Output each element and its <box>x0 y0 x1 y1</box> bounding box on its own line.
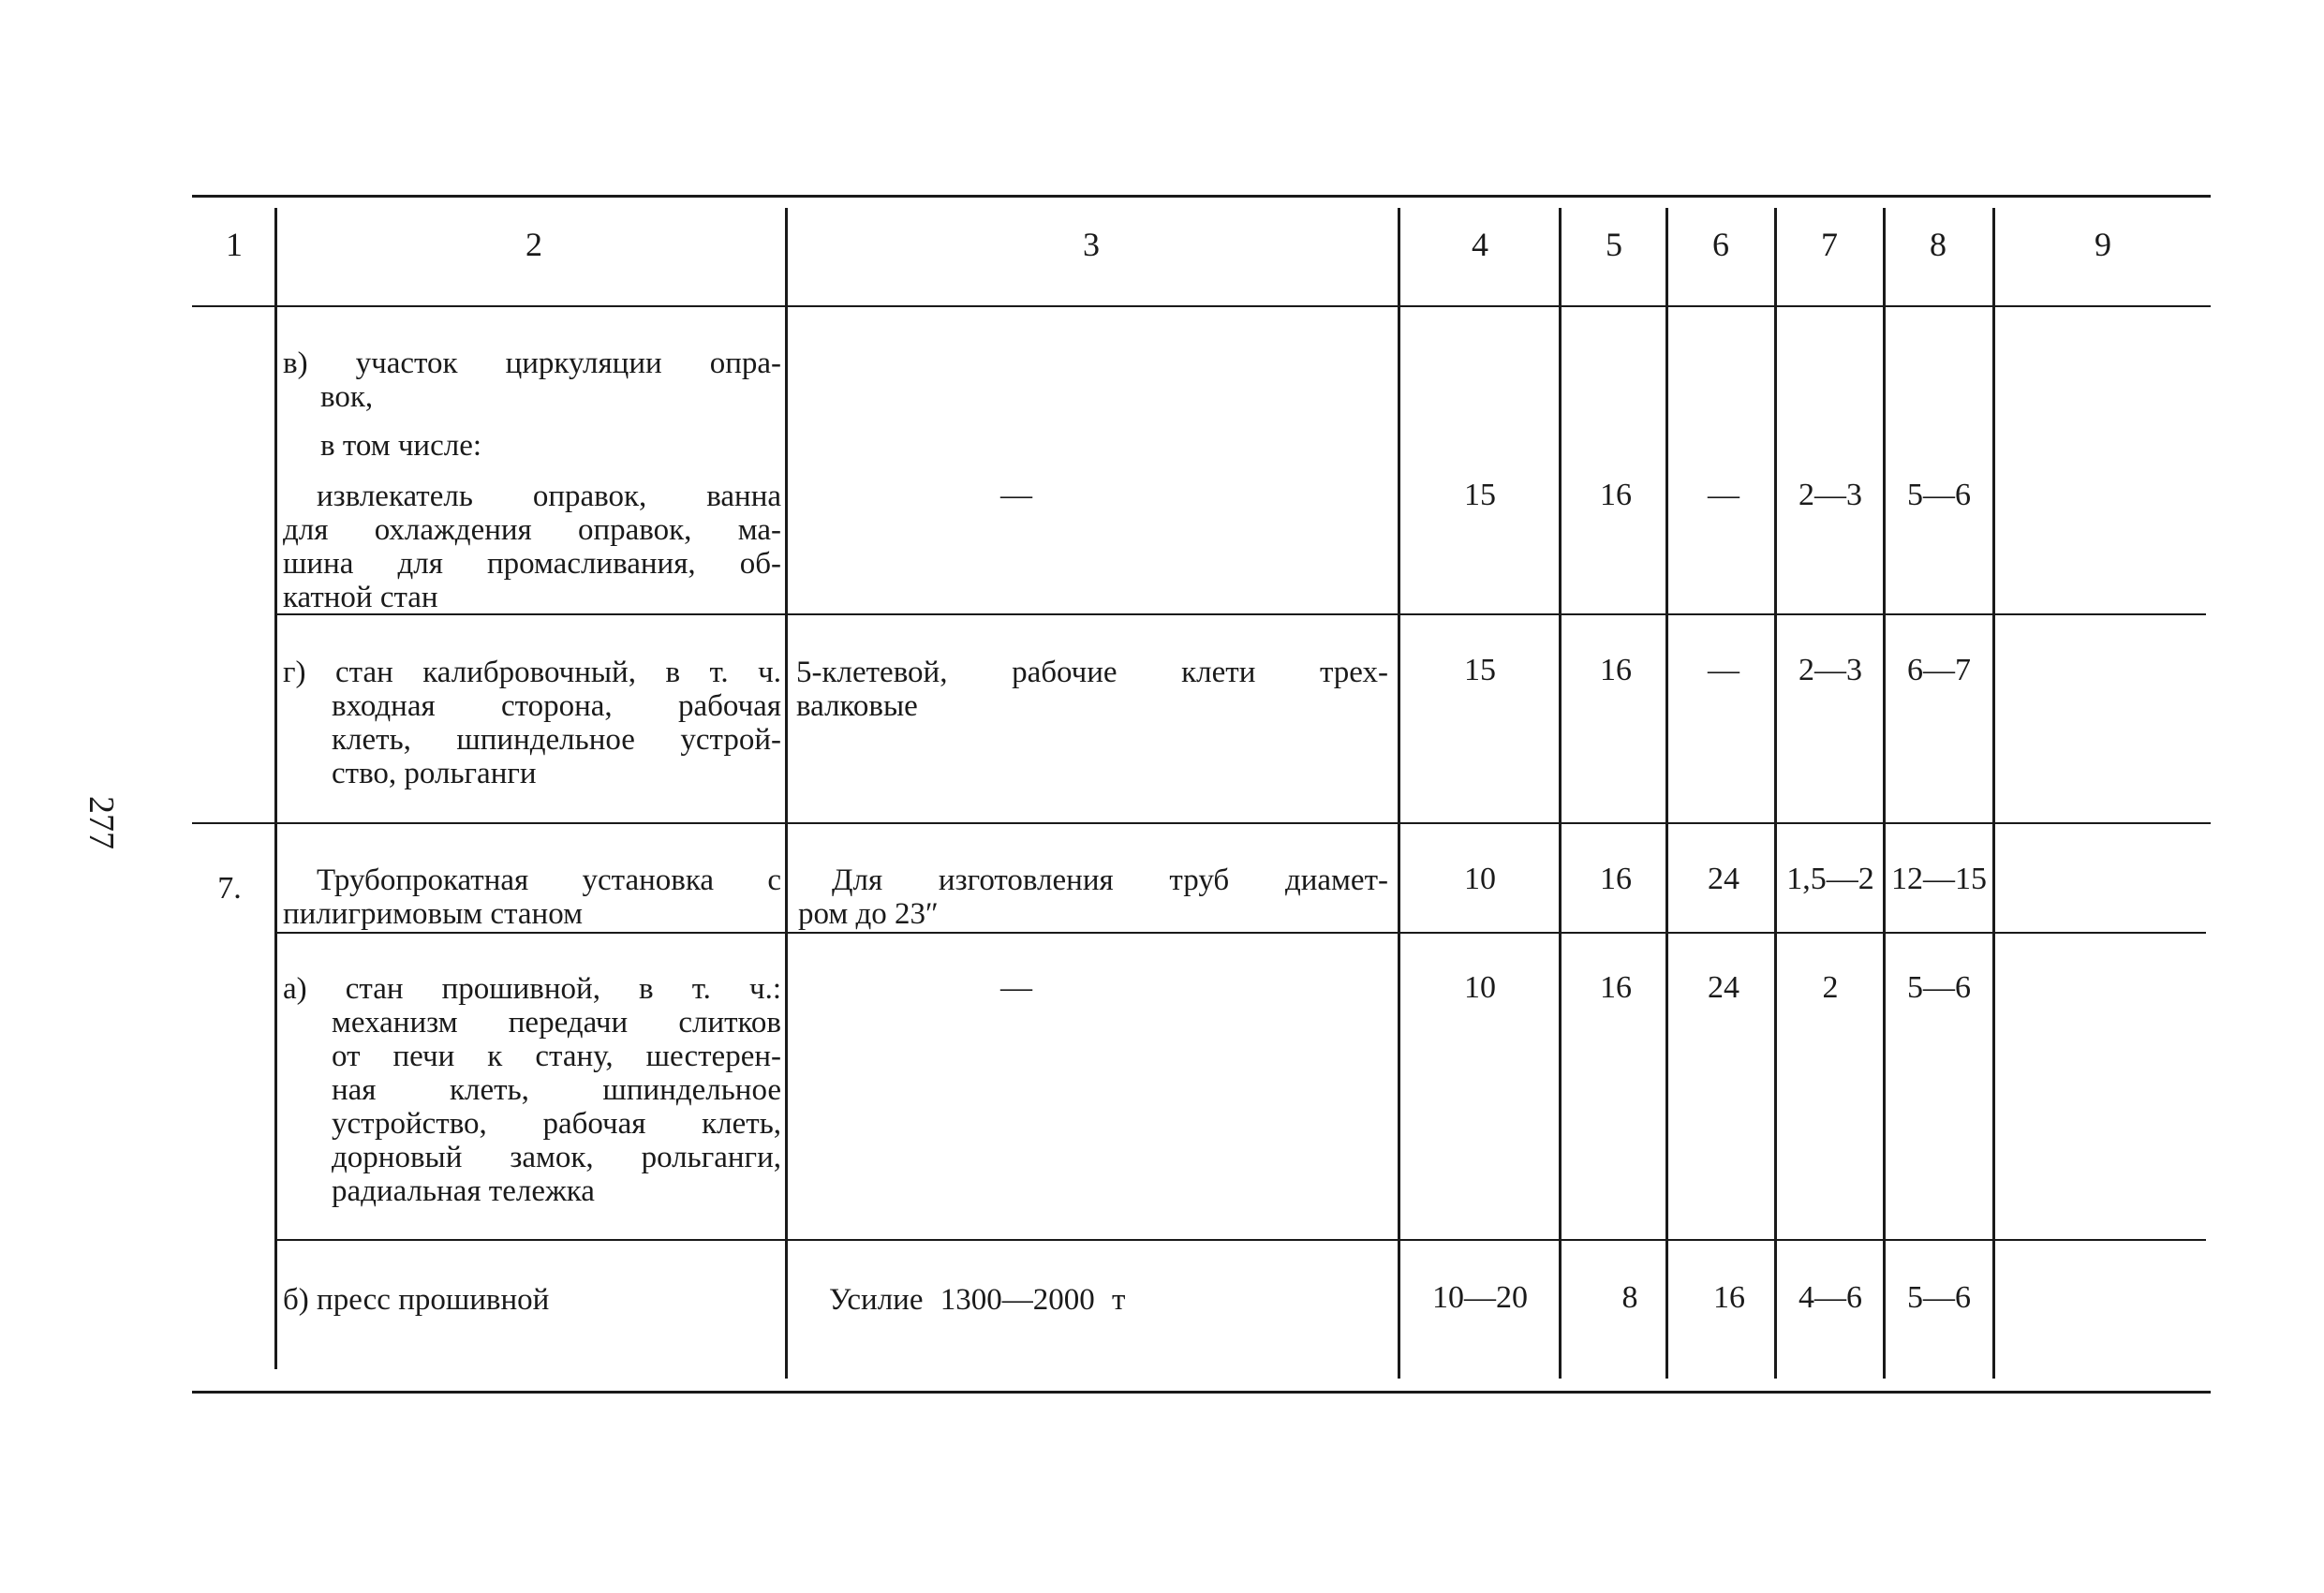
table-bottom-rule <box>192 1391 2211 1394</box>
column-rule <box>1398 208 1400 1379</box>
item-description: Трубопрокатная установка с пилигримовым станом <box>283 863 781 931</box>
cell-col-4: 15 <box>1464 653 1496 687</box>
cell-col-5: 16 <box>1600 862 1632 896</box>
cell-col-4: 10 <box>1464 970 1496 1005</box>
description-value: — <box>1000 478 1032 512</box>
column-rule <box>1665 208 1668 1379</box>
column-rule <box>1559 208 1562 1379</box>
cell-col-8: 12—15 <box>1891 862 1987 896</box>
item-description: г) стан калибровочный, в т. ч. входная сторона, рабочая клеть, шпиндельное устрой- ство, рольганги <box>283 656 781 790</box>
column-rule <box>274 208 277 1369</box>
header-col-5: 5 <box>1606 226 1622 263</box>
header-col-6: 6 <box>1712 226 1729 263</box>
header-col-2: 2 <box>525 226 542 263</box>
cell-col-6: — <box>1708 653 1739 687</box>
row-divider <box>276 932 2206 934</box>
cell-col-5: 8 <box>1621 1280 1638 1315</box>
description-value: — <box>1000 970 1032 1005</box>
column-rule <box>1883 208 1886 1379</box>
header-col-3: 3 <box>1083 226 1100 263</box>
item-description: в) участок циркуляции опра- вок, в том числе: извлекатель оправок, ванна для охлаждения оправок, ма- шина для промасливания, об- катной стан <box>283 347 781 614</box>
column-rule <box>1992 208 1995 1379</box>
column-rule <box>785 208 788 1379</box>
item-description: б) пресс прошивной <box>283 1283 550 1317</box>
column-rule <box>1774 208 1777 1379</box>
cell-col-6: — <box>1708 478 1739 512</box>
cell-col-6: 24 <box>1708 862 1739 896</box>
cell-col-7: 4—6 <box>1799 1280 1862 1315</box>
page-number: 277 <box>81 796 121 849</box>
cell-col-8: 5—6 <box>1907 1280 1971 1315</box>
characteristics: Усилие 1300—2000 т <box>829 1283 1126 1317</box>
cell-col-7: 2—3 <box>1799 653 1862 687</box>
cell-col-7: 2—3 <box>1799 478 1862 512</box>
cell-col-4: 10—20 <box>1432 1280 1528 1315</box>
cell-col-7: 1,5—2 <box>1786 862 1874 896</box>
cell-col-7: 2 <box>1822 970 1839 1005</box>
header-col-9: 9 <box>2095 226 2111 263</box>
header-col-8: 8 <box>1930 226 1947 263</box>
cell-col-8: 6—7 <box>1907 653 1971 687</box>
group-divider <box>192 822 2211 824</box>
table-top-rule <box>192 195 2211 198</box>
cell-col-8: 5—6 <box>1907 478 1971 512</box>
item-description: а) стан прошивной, в т. ч.: механизм передачи слитков от печи к стану, шестерен- ная клеть, шпиндельное устройство, рабочая клеть, дорновый замок, рольганги, радиальная тележка <box>283 972 781 1208</box>
cell-col-5: 16 <box>1600 478 1632 512</box>
characteristics: Для изготовления труб диамет- ром до 23″ <box>798 863 1388 931</box>
cell-col-4: 10 <box>1464 862 1496 896</box>
header-col-4: 4 <box>1472 226 1488 263</box>
cell-col-6: 24 <box>1708 970 1739 1005</box>
header-col-1: 1 <box>226 226 243 263</box>
cell-col-8: 5—6 <box>1907 970 1971 1005</box>
item-number: 7. <box>217 871 242 906</box>
row-divider <box>276 1239 2206 1241</box>
cell-col-6: 16 <box>1713 1280 1745 1315</box>
cell-col-4: 15 <box>1464 478 1496 512</box>
characteristics: 5-клетевой, рабочие клети трех- валковые <box>796 656 1388 723</box>
cell-col-5: 16 <box>1600 653 1632 687</box>
header-bottom-rule <box>192 305 2211 307</box>
header-col-7: 7 <box>1821 226 1838 263</box>
cell-col-5: 16 <box>1600 970 1632 1005</box>
